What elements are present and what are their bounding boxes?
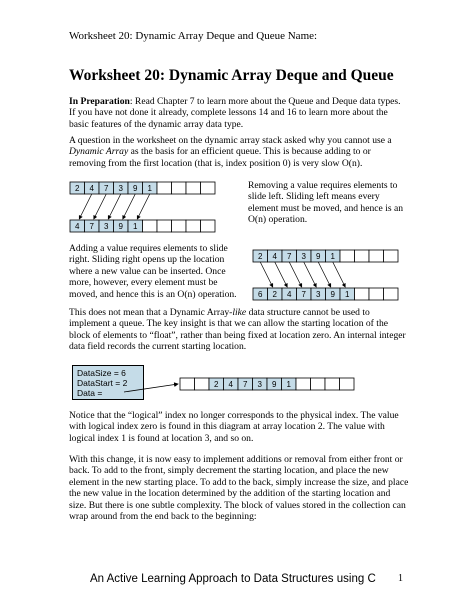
float-cell-10 — [325, 378, 340, 390]
remove-top-cell-8 — [186, 182, 201, 194]
page-number: 1 — [398, 573, 403, 584]
remove-top-cell-6 — [157, 182, 172, 194]
add-arrow-0 — [260, 262, 273, 287]
add-top-cell-value-4: 9 — [316, 252, 321, 261]
float-cell-value-4: 7 — [243, 380, 248, 389]
float-cell-0 — [180, 378, 195, 390]
remove-arrow-0 — [79, 194, 92, 219]
add-top-cell-value-2: 7 — [287, 252, 292, 261]
preparation-label: In Preparation — [69, 96, 130, 107]
add-top-cell-9 — [384, 250, 399, 262]
remove-paragraph: Removing a value requires elements to slide left. Sliding left means every element must be moved, and hence is an O(n) operation. — [248, 180, 404, 226]
remove-bottom-cell-value-0: 4 — [75, 222, 80, 231]
add-bottom-cell-8 — [369, 288, 384, 300]
float-cell-value-3: 4 — [228, 380, 233, 389]
add-bottom-cell-9 — [384, 288, 399, 300]
page-header: Worksheet 20: Dynamic Array Deque and Queue Name: — [69, 30, 318, 42]
remove-top-cell-value-5: 1 — [147, 184, 152, 193]
add-arrow-4 — [318, 262, 331, 287]
remove-bottom-cell-8 — [186, 220, 201, 232]
float-cell-value-2: 2 — [214, 380, 219, 389]
add-bottom-cell-7 — [355, 288, 370, 300]
add-bottom-cell-value-3: 7 — [301, 290, 306, 299]
remove-top-cell-value-4: 9 — [133, 184, 138, 193]
remove-bottom-cell-value-2: 3 — [104, 222, 109, 231]
remove-top-cell-value-2: 7 — [104, 184, 109, 193]
float-cell-1 — [195, 378, 210, 390]
float-cell-value-5: 3 — [257, 380, 262, 389]
page-title: Worksheet 20: Dynamic Array Deque and Queue — [69, 67, 394, 84]
data-pointer-arrow — [124, 384, 178, 392]
remove-bottom-cell-value-4: 1 — [133, 222, 138, 231]
float-cell-value-7: 1 — [286, 380, 291, 389]
add-array-before — [253, 250, 398, 262]
footer-text: An Active Learning Approach to Data Structures using C — [90, 573, 376, 585]
add-array-after — [253, 288, 398, 300]
add-arrow-2 — [289, 262, 302, 287]
remove-arrow-1 — [94, 194, 107, 219]
data-pointer-label: Data = — [77, 388, 103, 398]
remove-bottom-cell-9 — [201, 220, 216, 232]
add-arrow-5 — [333, 262, 346, 287]
remove-top-cell-value-0: 2 — [75, 184, 80, 193]
logical-index-paragraph: Notice that the “logical” index no longer corresponds to the physical index. The value with logical index zero is found in this diagram at array location 2. The value with logical index 1 is found at location 3, and so on. — [69, 410, 399, 444]
float-cell-11 — [340, 378, 355, 390]
remove-top-cell-value-3: 3 — [118, 184, 123, 193]
float-array-cells — [180, 378, 354, 390]
remove-arrows — [79, 194, 150, 219]
float-paragraph: This does not mean that a Dynamic Array-like data structure cannot be used to implement a queue. The key insight is that we can allow the starting location of the block of elements to “float”, rather than being fixed at location zero. An internal integer data field records the current starting location. — [69, 307, 406, 353]
remove-bottom-cell-value-3: 9 — [118, 222, 123, 231]
preparation-paragraph — [69, 96, 409, 130]
add-bottom-cell-value-6: 1 — [345, 290, 350, 299]
remove-bottom-cell-7 — [172, 220, 187, 232]
remove-array-after — [70, 220, 215, 232]
float-cell-value-6: 9 — [272, 380, 277, 389]
add-bottom-cell-value-4: 3 — [316, 290, 321, 299]
add-top-cell-value-5: 1 — [330, 252, 335, 261]
remove-arrow-2 — [108, 194, 121, 219]
data-size-label: DataSize = 6 — [77, 368, 126, 378]
add-top-cell-value-3: 3 — [301, 252, 306, 261]
add-paragraph: Adding a value requires elements to slide right. Sliding right opens up the location where a new value can be inserted. Once more, however, every element must be moved, and hence this is an O(n) operation. — [69, 243, 237, 300]
preparation-text: : Read Chapter 7 to learn more about the Queue and Deque data types. If you have not done it already, complete lessons 14 and 16 to learn more about the basic features of the dynamic array data type. — [69, 96, 401, 130]
add-slide-right-diagram — [252, 248, 412, 303]
float-array-diagram — [110, 370, 410, 400]
remove-bottom-cell-5 — [143, 220, 158, 232]
add-top-cell-7 — [355, 250, 370, 262]
add-top-cell-value-0: 2 — [258, 252, 263, 261]
add-bottom-cell-value-5: 9 — [330, 290, 335, 299]
remove-array-before — [70, 182, 215, 194]
change-paragraph: With this change, it is now easy to implement additions or removal from either front or back. To add to the front, simply decrement the starting location, and place the new element in the new starting place. To add to the back, simply increase the size, and place the new value in the location determined by the addition of the starting location and size. But there is one subtle complexity. The block of values stored in the collection can wrap around from the end back to the beginning: — [69, 454, 409, 523]
remove-top-cell-7 — [172, 182, 187, 194]
float-cell-8 — [296, 378, 311, 390]
add-bottom-cell-value-2: 4 — [287, 290, 292, 299]
add-arrow-1 — [275, 262, 288, 287]
add-arrow-3 — [304, 262, 317, 287]
remove-bottom-cell-6 — [157, 220, 172, 232]
add-arrows — [260, 262, 345, 287]
question-paragraph: A question in the worksheet on the dynamic array stack asked why you cannot use a Dynamic Array as the basis for an efficient queue. This is because adding to or removing from the first location (that is, index position 0) is very slow O(n). — [69, 135, 392, 169]
add-top-cell-8 — [369, 250, 384, 262]
remove-top-cell-9 — [201, 182, 216, 194]
data-start-label: DataStart = 2 — [77, 378, 128, 388]
add-bottom-cell-value-0: 6 — [258, 290, 263, 299]
remove-top-cell-value-1: 4 — [89, 184, 94, 193]
float-cell-9 — [311, 378, 326, 390]
add-top-cell-value-1: 4 — [272, 252, 277, 261]
remove-bottom-cell-value-1: 7 — [89, 222, 94, 231]
remove-arrow-4 — [137, 194, 150, 219]
add-top-cell-6 — [340, 250, 355, 262]
add-bottom-cell-value-1: 2 — [272, 290, 277, 299]
remove-arrow-3 — [123, 194, 136, 219]
remove-slide-left-diagram — [69, 180, 229, 235]
